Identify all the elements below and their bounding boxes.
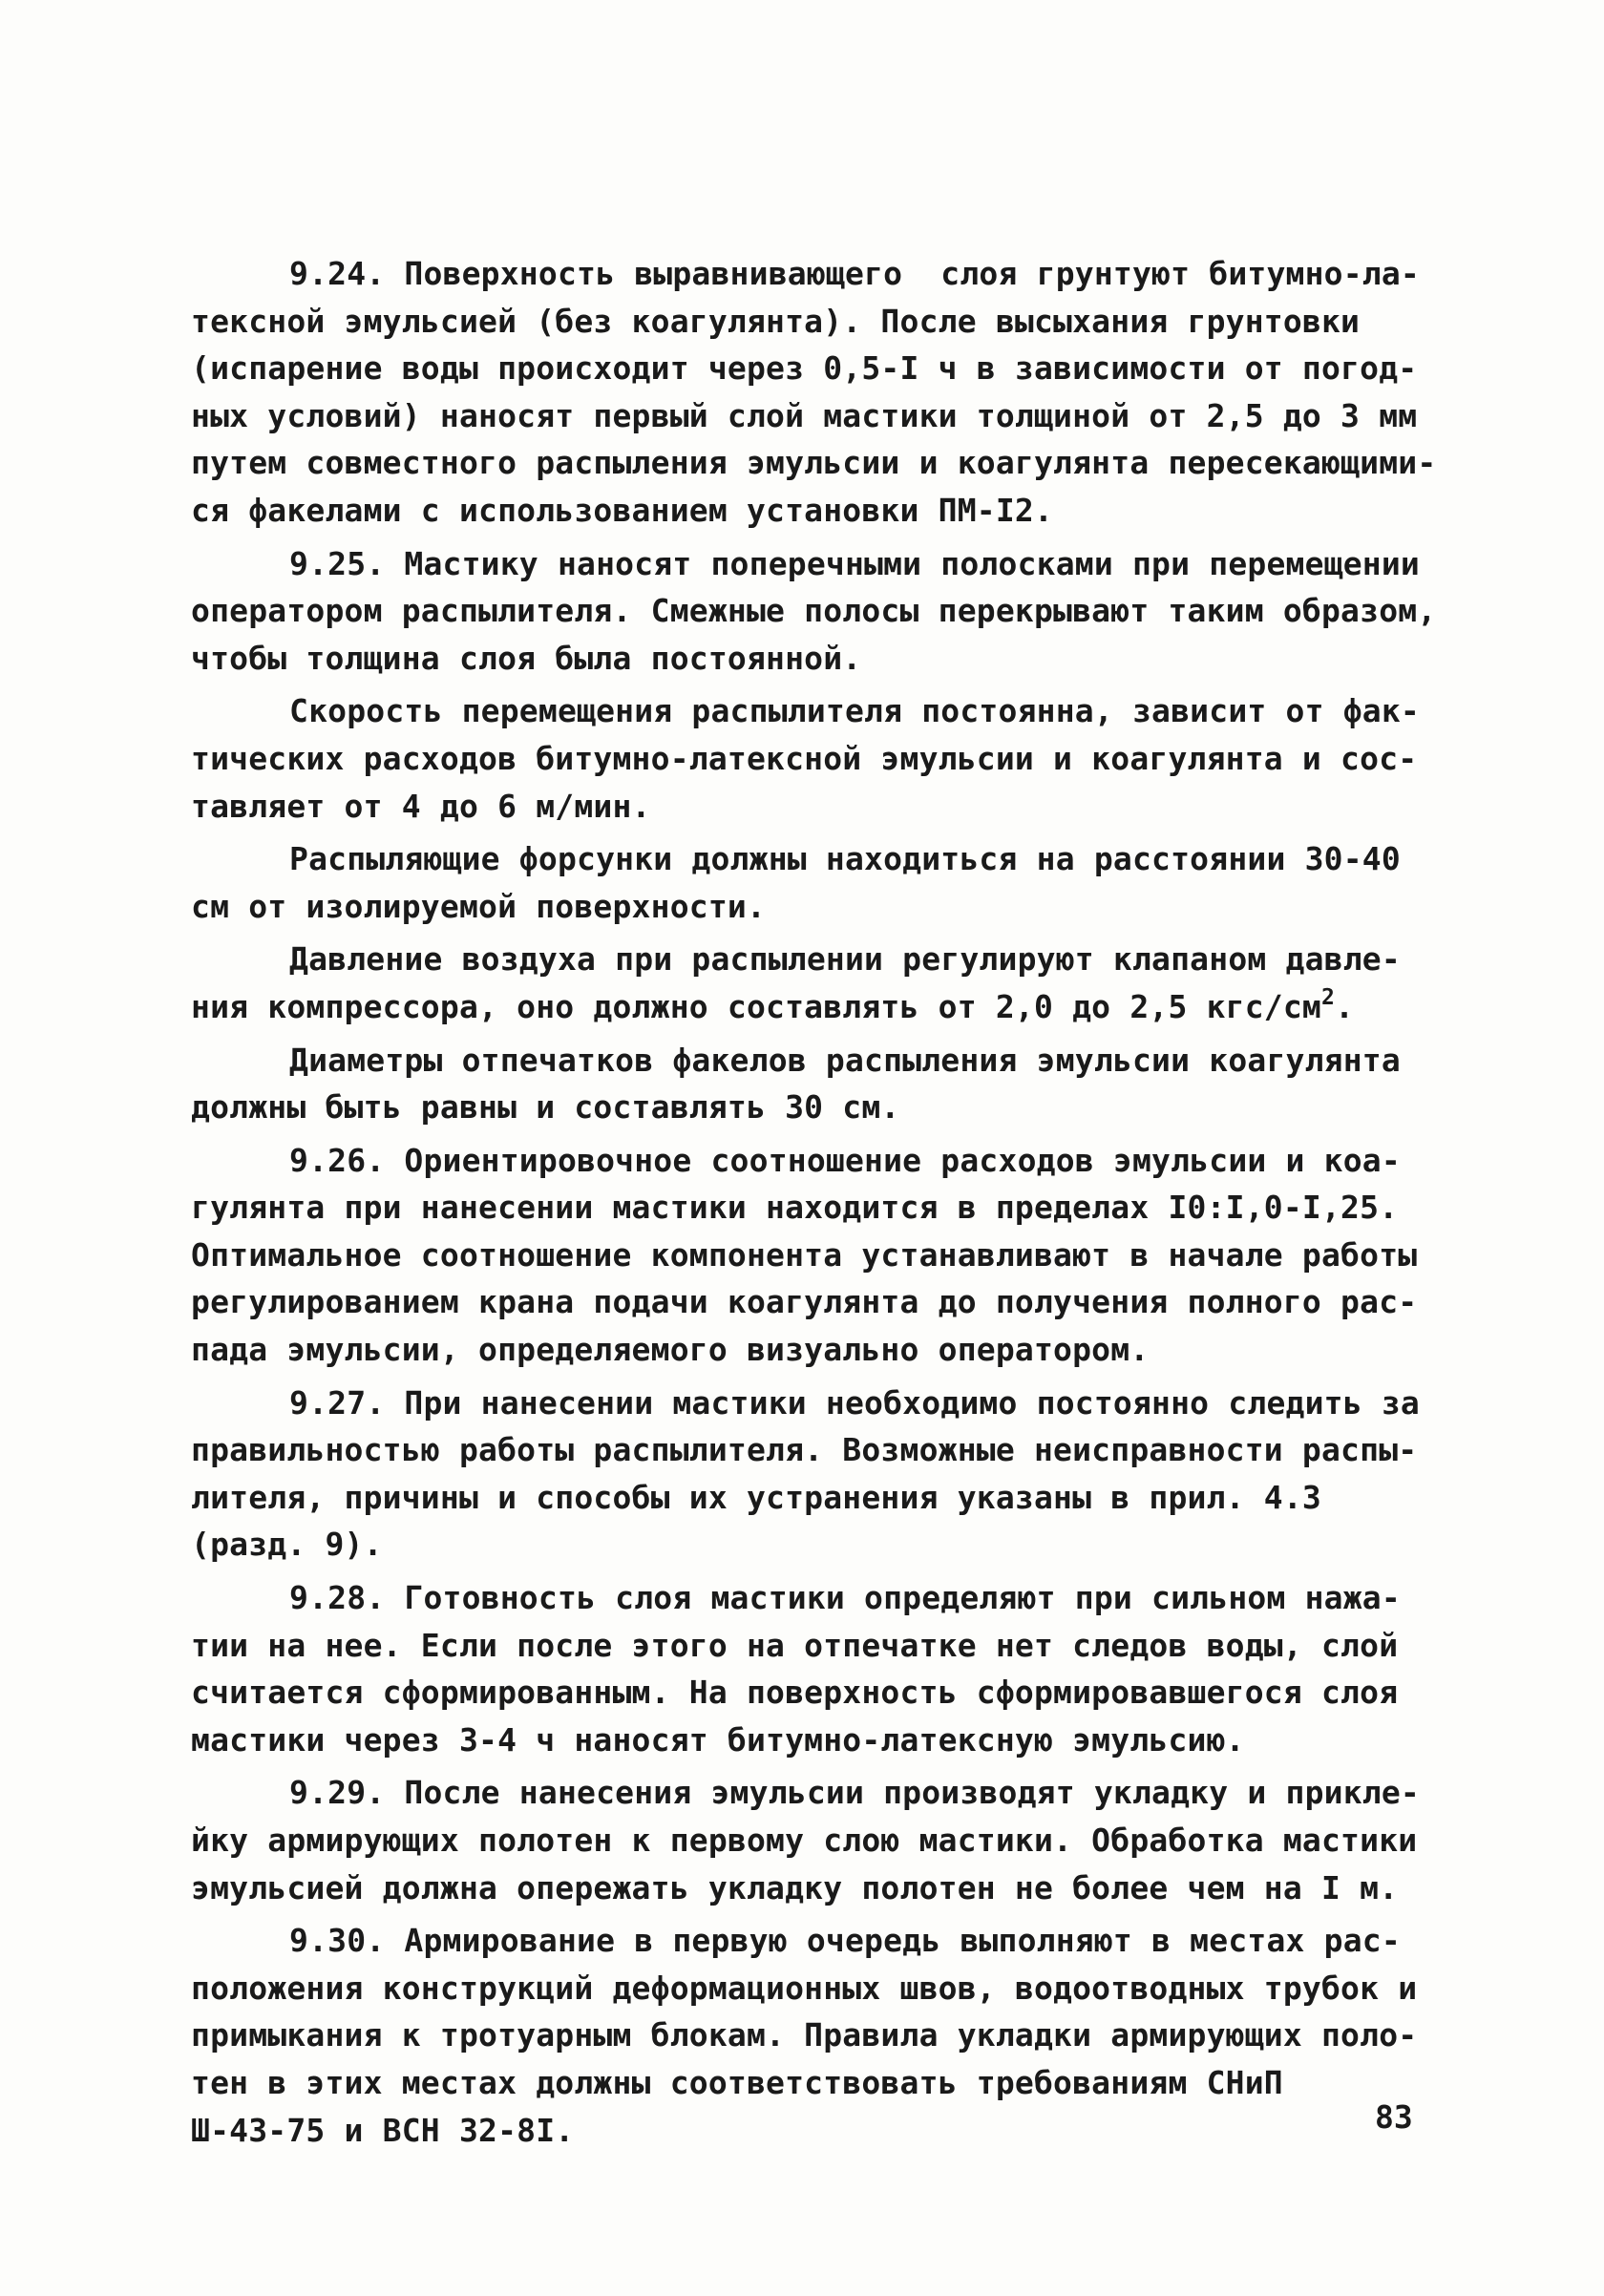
text-line: 9.26. Ориентировочное соотношение расходов эмульсии и коа-	[289, 1141, 1401, 1179]
page-number: 83	[1375, 2098, 1413, 2136]
text-line: тавляет от 4 до 6 м/мин.	[191, 787, 651, 825]
text-line: 9.27. При нанесении мастики необходимо постоянно следить за	[289, 1383, 1420, 1422]
text-line: тии на нее. Если после этого на отпечатке нет следов воды, слой	[191, 1626, 1399, 1664]
text-line: 9.24. Поверхность выравнивающего слоя грунтуют битумно-ла-	[289, 255, 1420, 292]
text-line-main: ния компрессора, оно должно составлять от 2,0 до 2,5 кгс/см	[191, 987, 1321, 1025]
text-line: регулированием крана подачи коагулянта до получения полного рас-	[191, 1283, 1418, 1321]
text-line: 9.29. После нанесения эмульсии производят укладку и прикле-	[289, 1774, 1420, 1812]
text-line: Ш-43-75 и ВСН 32-8I.	[191, 2111, 575, 2149]
text-line: считается сформированным. На поверхность сформировавшегося слоя	[191, 1674, 1399, 1712]
text-line: 9.30. Армирование в первую очередь выполняют в местах рас-	[289, 1922, 1401, 1960]
text-line: тических расходов битумно-латексной эмульсии и коагулянта и сос-	[191, 739, 1418, 777]
text-line-with-superscript	[191, 983, 1461, 1031]
text-line: примыкания к тротуарным блокам. Правила укладки армирующих поло-	[191, 2016, 1418, 2054]
text-line: гулянта при нанесении мастики находится в пределах I0:I,0-I,25.	[191, 1189, 1399, 1227]
text-line: Диаметры отпечатков факелов распыления эмульсии коагулянта	[289, 1041, 1401, 1079]
text-line: Давление воздуха при распылении регулируют клапаном давле-	[289, 940, 1401, 979]
text-line: оператором распылителя. Смежные полосы перекрывают таким образом,	[191, 592, 1437, 630]
text-line: 9.28. Готовность слоя мастики определяют при сильном нажа-	[289, 1579, 1401, 1617]
text-line: Распыляющие форсунки должны находиться на расстоянии 30-40	[289, 840, 1401, 878]
text-line: ся факелами с использованием установки ПМ-I2.	[191, 491, 1054, 529]
text-line: должны быть равны и составлять 30 см.	[191, 1088, 900, 1127]
text-line: тексной эмульсией (без коагулянта). После высыхания грунтовки	[191, 302, 1361, 340]
text-line: ных условий) наносят первый слой мастики толщиной от 2,5 до 3 мм	[191, 396, 1418, 434]
text-line: чтобы толщина слоя была постоянной.	[191, 639, 862, 677]
text-line: Скорость перемещения распылителя постоянна, зависит от фак-	[289, 692, 1420, 730]
superscript-two: 2	[1321, 984, 1336, 1010]
line-end-period: .	[1335, 987, 1355, 1025]
text-line: см от изолируемой поверхности.	[191, 887, 767, 925]
text-line: лителя, причины и способы их устранения указаны в прил. 4.3	[191, 1478, 1321, 1516]
text-line: Оптимальное соотношение компонента устанавливают в начале работы	[191, 1235, 1418, 1274]
text-line: мастики через 3-4 ч наносят битумно-латексную эмульсию.	[191, 1720, 1245, 1759]
text-line: (разд. 9).	[191, 1526, 383, 1564]
text-line: путем совместного распыления эмульсии и коагулянта пересекающими-	[191, 444, 1437, 482]
text-line: пада эмульсии, определяемого визуально оператором.	[191, 1331, 1150, 1369]
text-line: тен в этих местах должны соответствовать требованиям СНиП	[191, 2063, 1283, 2101]
text-line: (испарение воды происходит через 0,5-I ч в зависимости от погод-	[191, 349, 1418, 388]
text-line: положения конструкций деформационных швов, водоотводных трубок и	[191, 1969, 1418, 2007]
text-line: эмульсией должна опережать укладку полотен не более чем на I м.	[191, 1868, 1399, 1906]
body-text	[191, 250, 1461, 2154]
text-line: 9.25. Мастику наносят поперечными полосками при перемещении	[289, 544, 1420, 582]
text-line: йку армирующих полотен к первому слою мастики. Обработка мастики	[191, 1822, 1418, 1859]
text-line: правильностью работы распылителя. Возможные неисправности распы-	[191, 1431, 1418, 1469]
